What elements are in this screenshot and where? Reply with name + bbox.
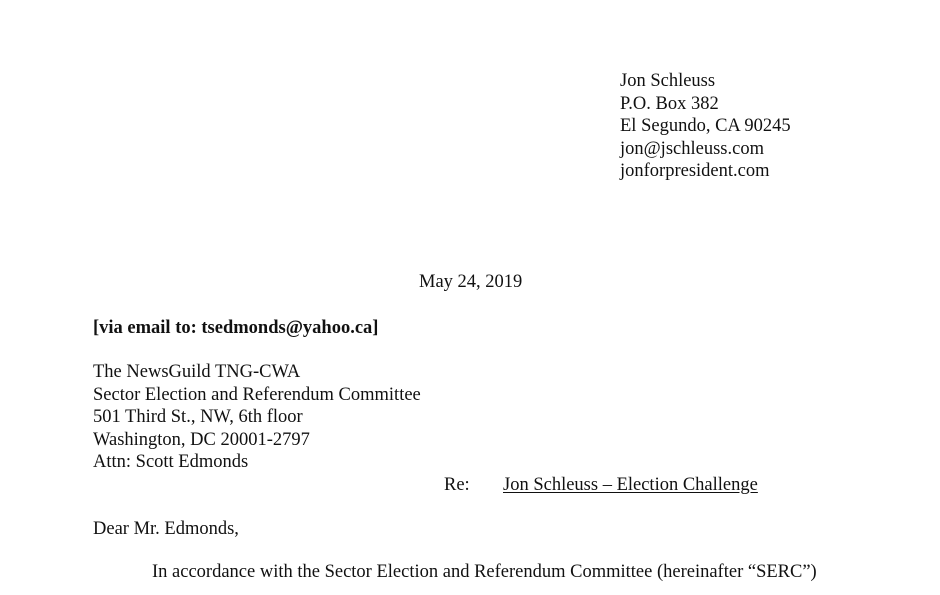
re-label: Re: [444,475,470,495]
recipient-attn: Attn: Scott Edmonds [93,452,249,472]
sender-po-box: P.O. Box 382 [620,93,719,114]
delivery-note: [via email to: tsedmonds@yahoo.ca] [93,318,379,338]
letter-date: May 24, 2019 [419,272,523,292]
sender-city-line: El Segundo, CA 90245 [620,116,791,136]
salutation: Dear Mr. Edmonds, [93,519,239,539]
recipient-address-block [93,361,421,474]
sender-email: jon@jschleuss.com [620,138,764,159]
recipient-committee: Sector Election and Referendum Committee [93,384,421,405]
recipient-org: The NewsGuild TNG-CWA [93,362,301,382]
re-subject: Jon Schleuss – Election Challenge [503,475,758,495]
recipient-street: 501 Third St., NW, 6th floor [93,407,303,427]
recipient-city-line: Washington, DC 20001-2797 [93,429,310,450]
body-first-line: In accordance with the Sector Election and Referendum Committee (hereinafter “SERC”) [152,562,817,582]
sender-address-block [620,70,791,183]
sender-website: jonforpresident.com [620,161,770,181]
sender-name: Jon Schleuss [620,71,716,91]
